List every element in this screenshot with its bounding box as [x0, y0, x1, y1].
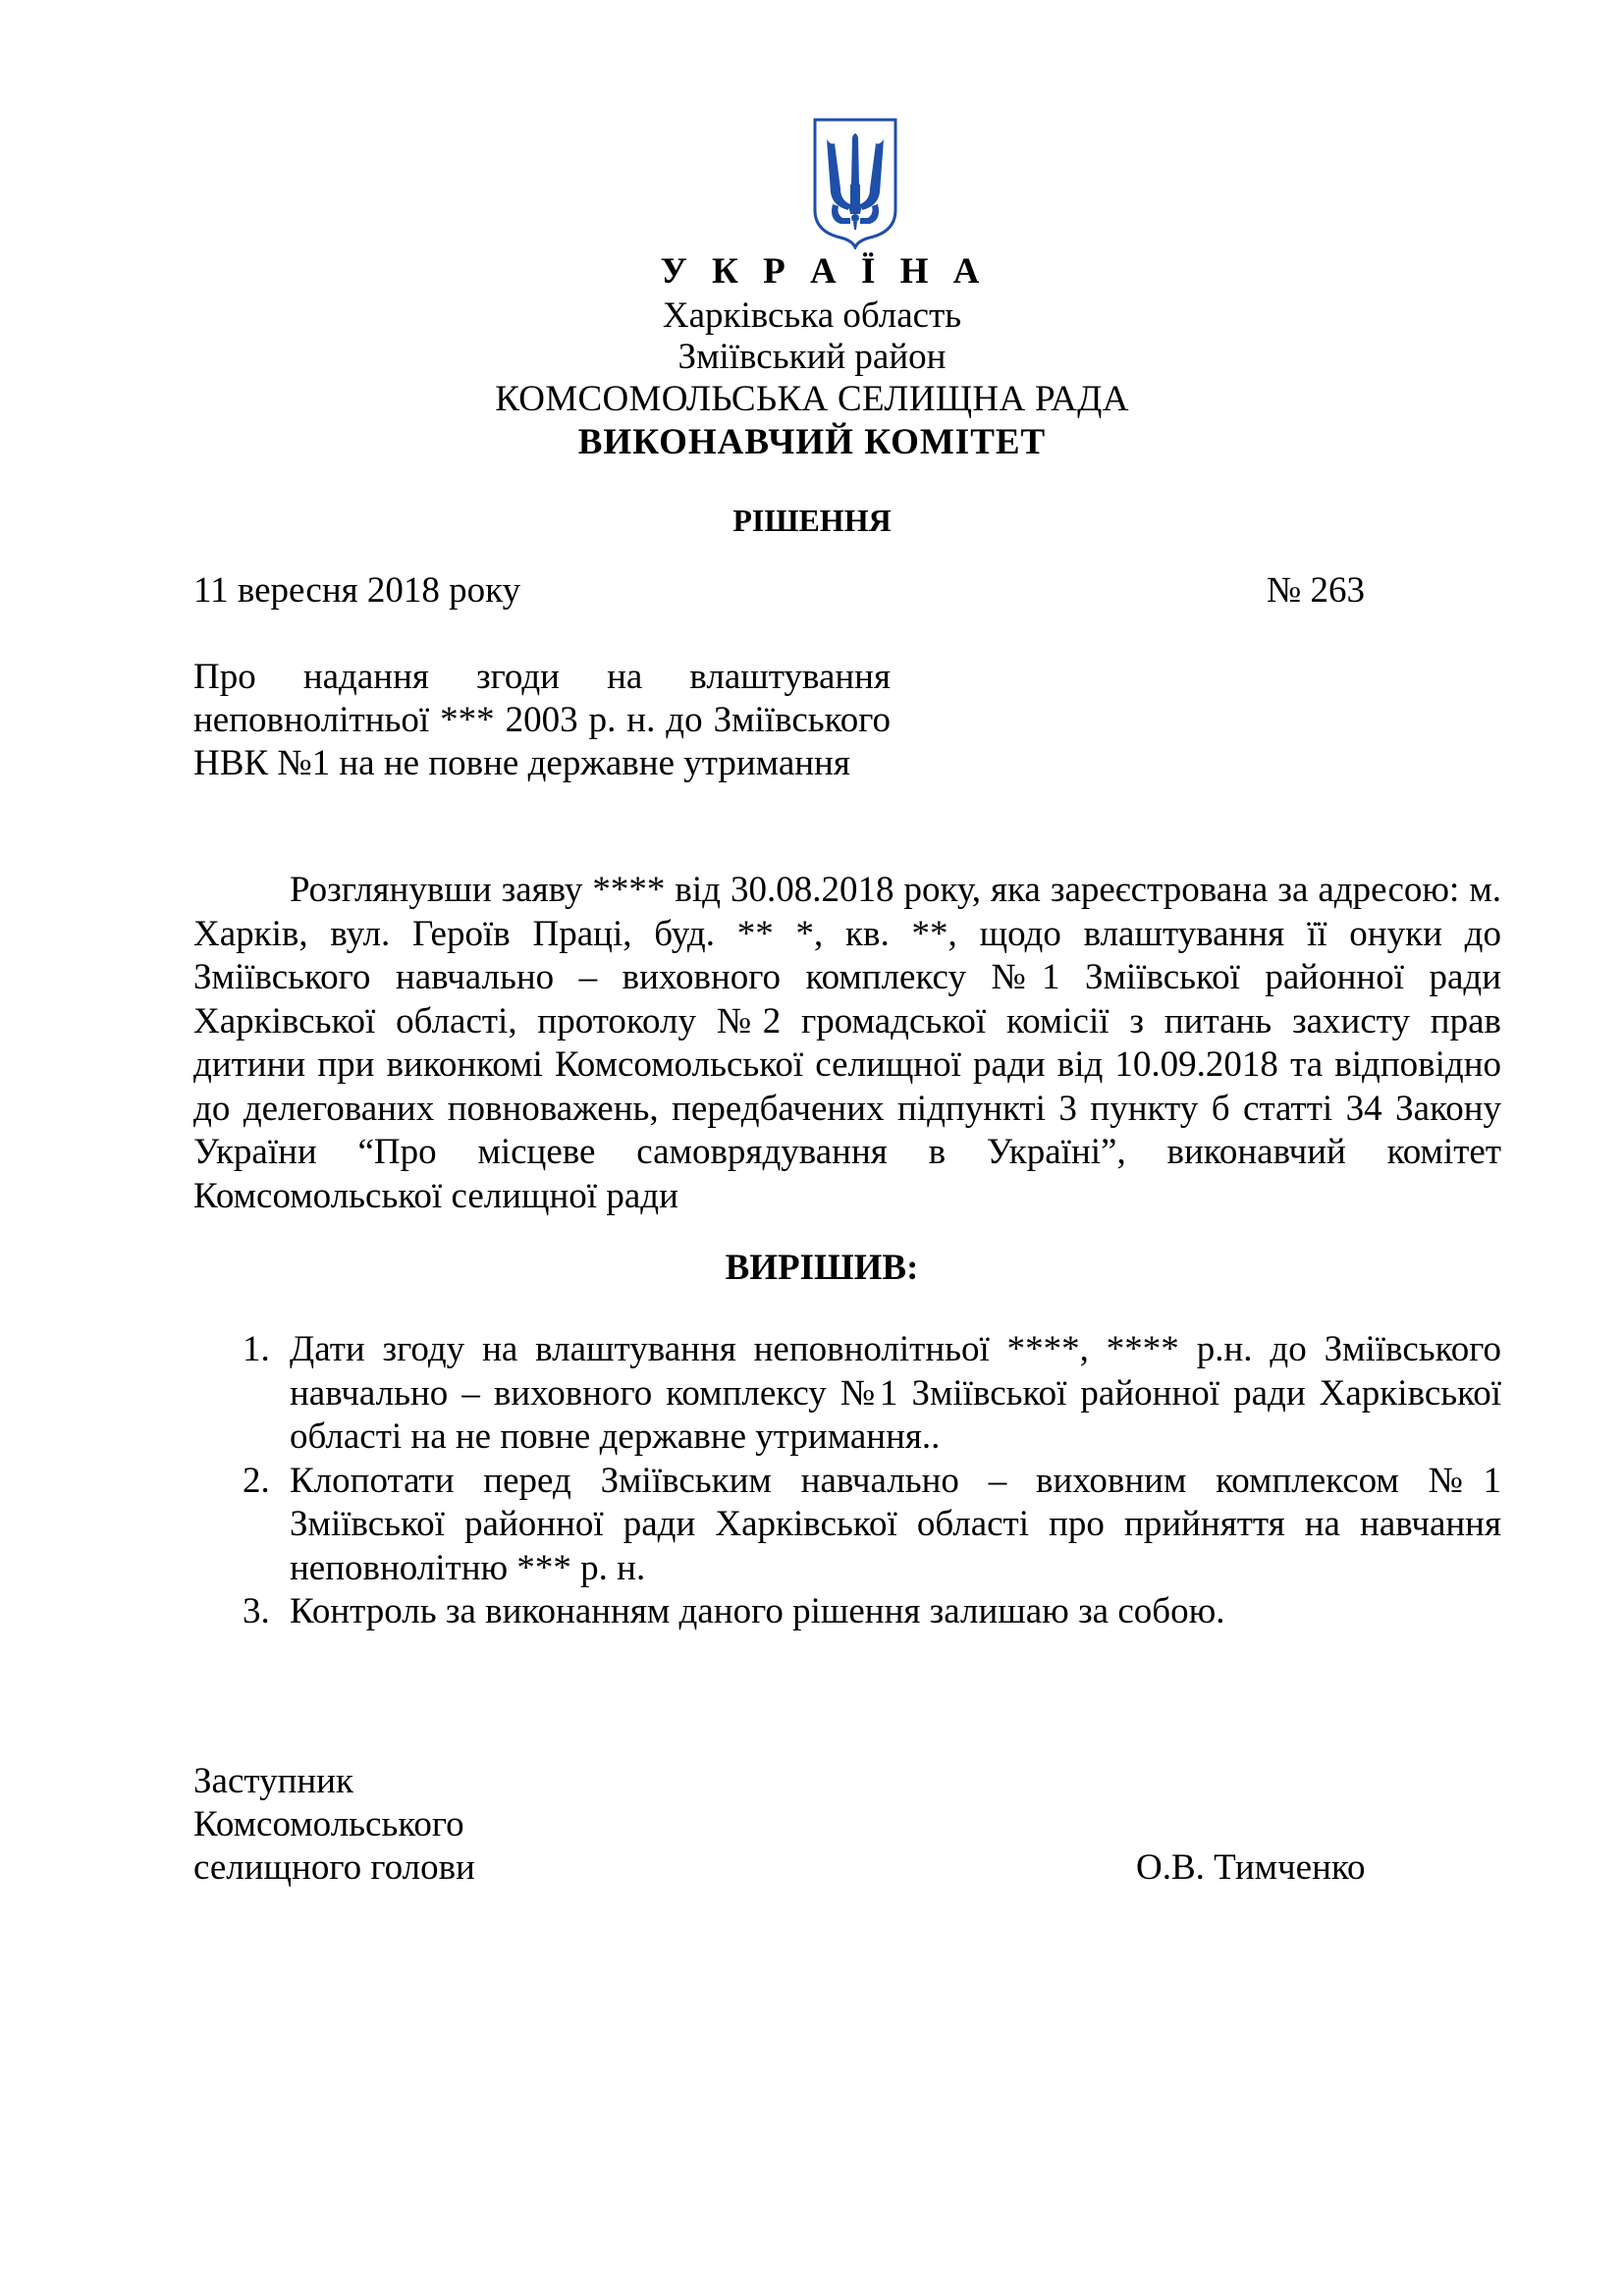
item-number: 2. [243, 1460, 270, 1501]
country-name: У К Р А Ї Н А [660, 251, 988, 292]
item-text: Контроль за виконанням даного рішення залишаю за собою. [290, 1591, 1225, 1631]
item-number: 3. [243, 1591, 270, 1631]
document-subject: Про надання згоди на влаштування неповнолітньої *** 2003 р. н. до Зміївського НВК №1 на не повне державне утримання [193, 657, 891, 783]
item-text: Клопотати перед Зміївським навчально – виховним комплексом №1 Зміївської районної ради Харківської області про прийняття на навчання неповнолітню *** р. н. [290, 1460, 1501, 1588]
signatory-position-line: Комсомольського [193, 1804, 464, 1844]
document-number: № 263 [1267, 570, 1366, 611]
preamble-paragraph: Розглянувши заяву **** від 30.08.2018 року, яка зареєстрована за адресою: м. Харків, вул. Героїв Праці, буд. ** *, кв. **, щодо влаштування її онуки до Зміївського навчально – виховного комплексу №1 Зміївської районної ради Харківської області, протоколу №2 громадської комісії з питань захисту прав дитини при виконкомі Комсомольської селищної ради від 10.09.2018 та відповідно до делегованих повноважень, передбачених підпункті 3 пункту б статті 34 Закону України “Про місцеве самоврядування в Україні”, виконавчий комітет Комсомольської селищної ради [193, 870, 1501, 1216]
signatory-name: О.В. Тимченко [1136, 1847, 1366, 1888]
raion-name: Зміївський район [677, 337, 947, 377]
document-date: 11 вересня 2018 року [193, 570, 521, 611]
signatory-position [193, 1760, 475, 1890]
item-text: Дати згоду на влаштування неповнолітньої ****, **** р.н. до Зміївського навчально – виховного комплексу №1 Зміївської районної ради Харківської області на не повне державне утримання.. [290, 1329, 1501, 1457]
coat-of-arms-icon [811, 116, 899, 249]
list-item [243, 1460, 1501, 1591]
decision-items-list [243, 1328, 1501, 1634]
signatory-position-line: Заступник [193, 1761, 353, 1801]
oblast-name: Харківська область [662, 295, 962, 336]
list-item [243, 1590, 1501, 1634]
document-type: РІШЕННЯ [732, 503, 892, 538]
signatory-position-line: селищного голови [193, 1847, 475, 1888]
committee-name: ВИКОНАВЧИЙ КОМІТЕТ [577, 422, 1047, 462]
decision-heading: ВИРІШИВ: [725, 1248, 919, 1288]
council-name: КОМСОМОЛЬСЬКА СЕЛИЩНА РАДА [495, 379, 1129, 419]
list-item [243, 1328, 1501, 1460]
item-number: 1. [243, 1329, 270, 1369]
